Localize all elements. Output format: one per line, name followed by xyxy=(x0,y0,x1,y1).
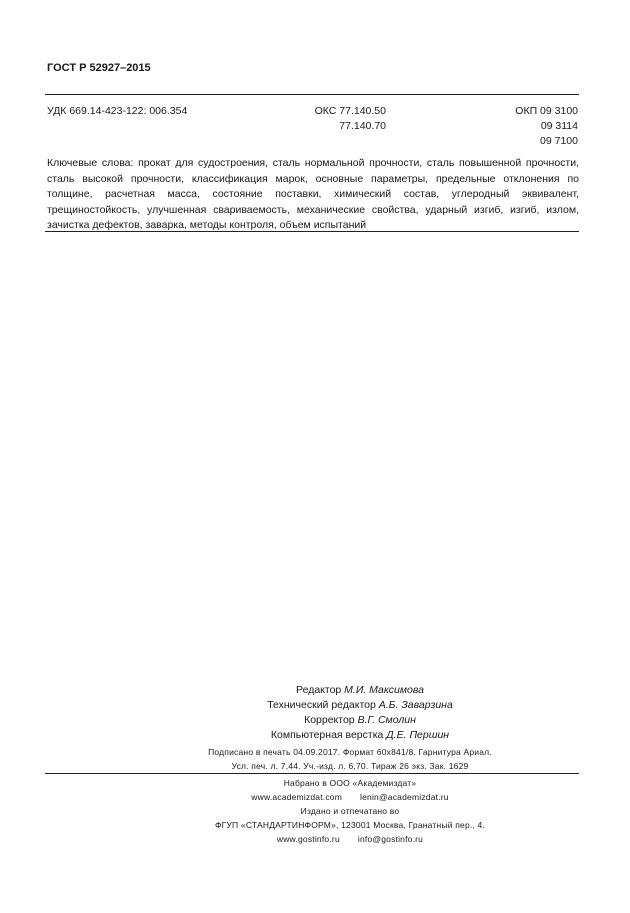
divider-top xyxy=(45,94,579,95)
signed-block xyxy=(100,745,600,773)
printed-line-2: ФГУП «СТАНДАРТИНФОРМ», 123001 Москва, Гранатный пер., 4. xyxy=(214,820,486,830)
credit-tech-editor: Технический редактор А.Б. Заварзина xyxy=(267,699,453,711)
divider-bottom xyxy=(45,773,579,774)
typeset-site-link[interactable]: www.academizdat.com xyxy=(251,792,343,802)
credit-layout: Компьютерная верстка Д.Е. Першин xyxy=(270,729,450,741)
typeset-contacts xyxy=(100,790,600,804)
okp-code-1: ОКП 09 3100 xyxy=(515,105,578,117)
okp-code-3: 09 7100 xyxy=(540,135,578,147)
typeset-email-link[interactable]: lenin@academizdat.ru xyxy=(360,792,449,802)
okp-code-2: 09 3114 xyxy=(540,120,578,132)
oks-code-2: 77.140.70 xyxy=(339,120,386,132)
credit-editor: Редактор М.И. Максимова xyxy=(296,684,424,696)
signed-line-1: Подписано в печать 04.09.2017. Формат 60x841/8. Гарнитура Ариал. xyxy=(208,747,492,757)
credit-corrector: Корректор В.Г. Смолин xyxy=(304,714,416,726)
typeset-line: Набрано в ООО «Академиздат» xyxy=(283,778,417,788)
oks-code-1: ОКС 77.140.50 xyxy=(314,105,386,117)
udk-code: УДК 669.14-423-122: 006.354 xyxy=(47,105,188,117)
printed-email-link[interactable]: info@gostinfo.ru xyxy=(357,834,424,844)
okp-codes xyxy=(515,104,578,149)
printed-line-1: Издано и отпечатано во xyxy=(300,806,400,816)
divider-keywords xyxy=(45,231,579,232)
typeset-block xyxy=(100,776,600,804)
printed-contacts xyxy=(100,832,600,846)
keywords-paragraph: Ключевые слова: прокат для судостроения, сталь нормальной прочности, сталь повышенной прочности, сталь высокой прочности, классификация марок, основные параметры, предельные отклонения по толщине, расчетная масса, состояние поставки, химический состав, углеродный эквивалент, трещиностойкость, улучшенная свариваемость, механические свойства, ударный изгиб, изгиб, излом, зачистка дефектов, заварка, методы контроля, объем испытаний xyxy=(47,157,579,231)
credits-block xyxy=(160,683,560,743)
oks-codes xyxy=(300,104,386,134)
standard-id: ГОСТ Р 52927–2015 xyxy=(47,62,151,74)
printed-block xyxy=(100,804,600,846)
printed-site-link[interactable]: www.gostinfo.ru xyxy=(276,834,340,844)
signed-line-2: Усл. печ. л. 7,44. Уч.-изд. л. 6,70. Тираж 26 экз. Зак. 1629 xyxy=(231,761,469,771)
